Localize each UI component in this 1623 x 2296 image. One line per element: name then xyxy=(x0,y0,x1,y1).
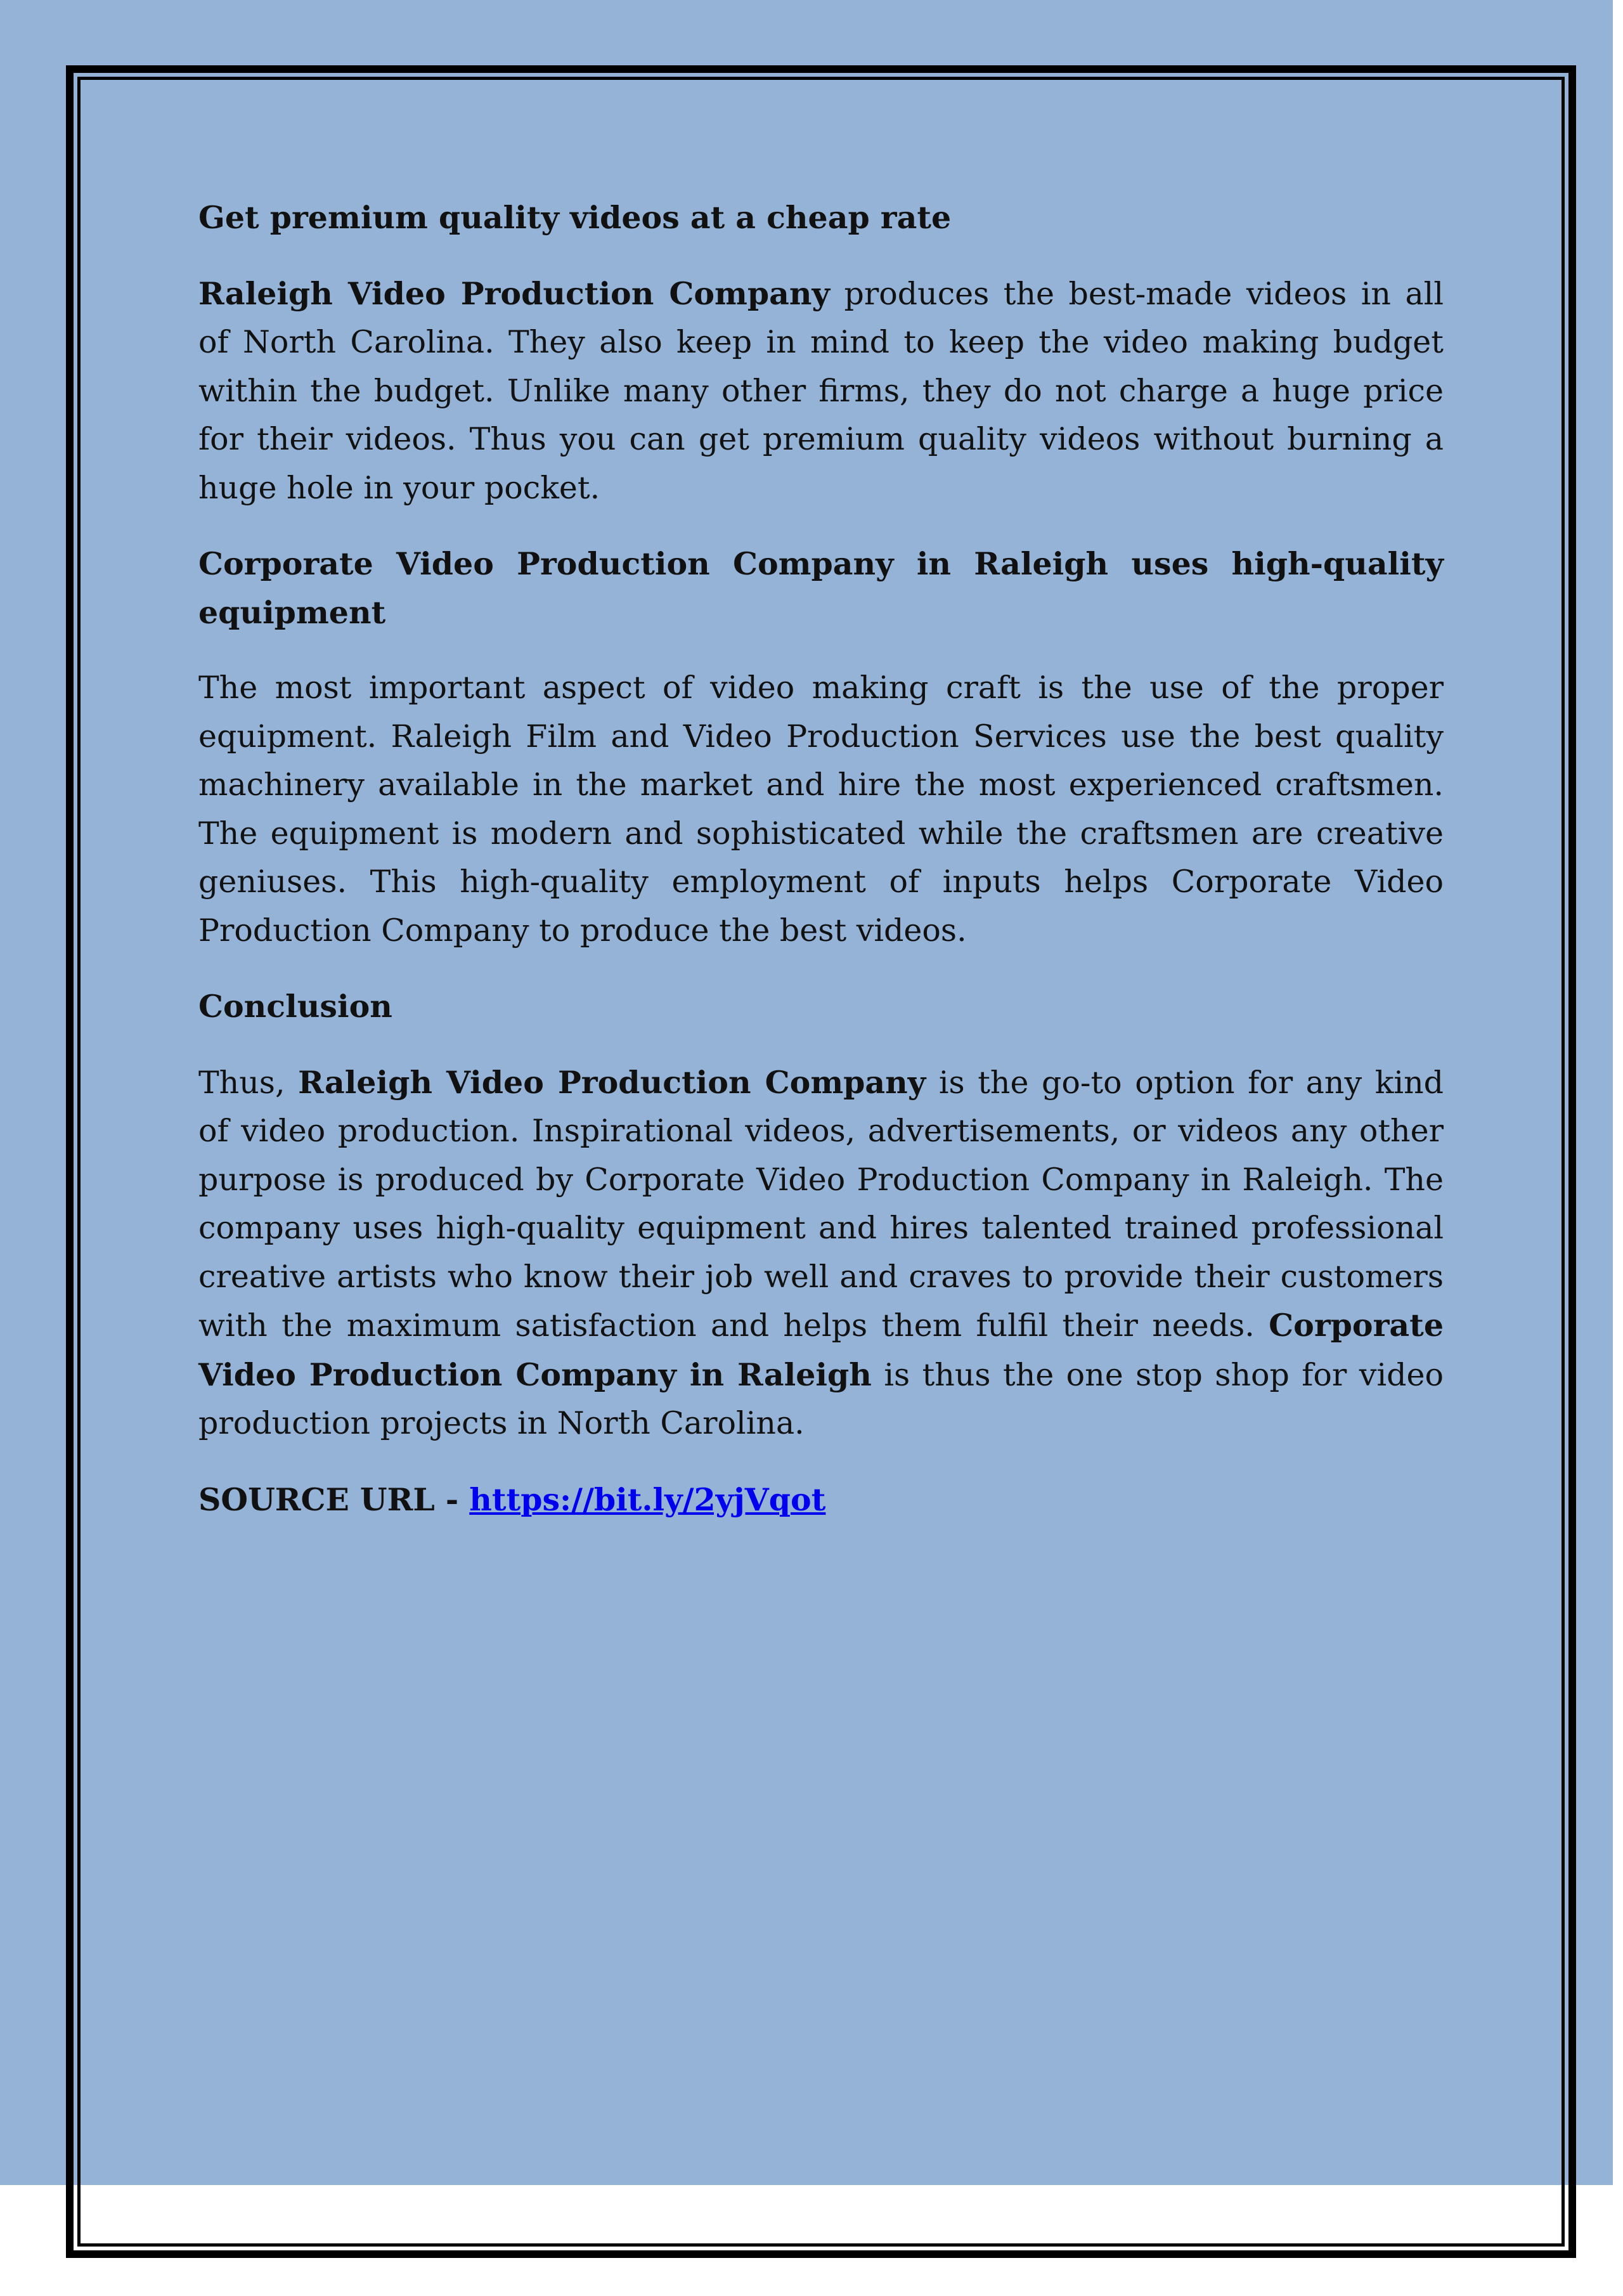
paragraph-intro-text: produces the best-made videos in all of North Carolina. They also keep in mind to keep the video making budget within the budget. Unlike many other firms, they do not charge a huge price for their videos. Thus you can get premium quality videos without burning a huge hole in your pocket. xyxy=(198,275,1444,506)
paragraph-conclusion xyxy=(198,1058,1444,1448)
section-heading-equipment: Corporate Video Production Company in Raleigh uses high-quality equipment xyxy=(198,545,1444,631)
source-url-line xyxy=(198,1476,1444,1524)
paragraph-equipment: The most important aspect of video making craft is the use of the proper equipment. Raleigh Film and Video Production Services use the best quality machinery available in the market and hire the most experienced craftsmen. The equipment is modern and sophisticated while the craftsmen are creative geniuses. This high-quality employment of inputs helps Corporate Video Production Company to produce the best videos. xyxy=(198,670,1444,949)
bold-company-name: Raleigh Video Production Company xyxy=(198,275,830,312)
section-heading-conclusion: Conclusion xyxy=(198,988,392,1025)
conclusion-text-middle: is the go-to option for any kind of video production. Inspirational videos, advertisements, or videos any other purpose is produced by Corporate Video Production Company in Raleigh. The company uses high-quality equipment and hires talented trained professional creative artists who know their job well and craves to provide their customers with the maximum satisfaction and helps them fulfil their needs. xyxy=(198,1064,1444,1344)
source-url-label: SOURCE URL - xyxy=(198,1481,470,1518)
section-heading-cheap-rate: Get premium quality videos at a cheap rate xyxy=(198,199,952,236)
bold-company-name-conclusion: Raleigh Video Production Company xyxy=(298,1063,926,1101)
document-body xyxy=(198,193,1444,1524)
bold-corporate-company-name: Corporate Video Production Company in Raleigh xyxy=(198,1307,1444,1393)
conclusion-text-start: Thus, xyxy=(198,1064,299,1101)
paragraph-intro xyxy=(198,269,1444,513)
conclusion-text-end: is thus the one stop shop for video production projects in North Carolina. xyxy=(198,1356,1444,1441)
source-url-link[interactable]: https://bit.ly/2yjVqot xyxy=(469,1481,826,1518)
